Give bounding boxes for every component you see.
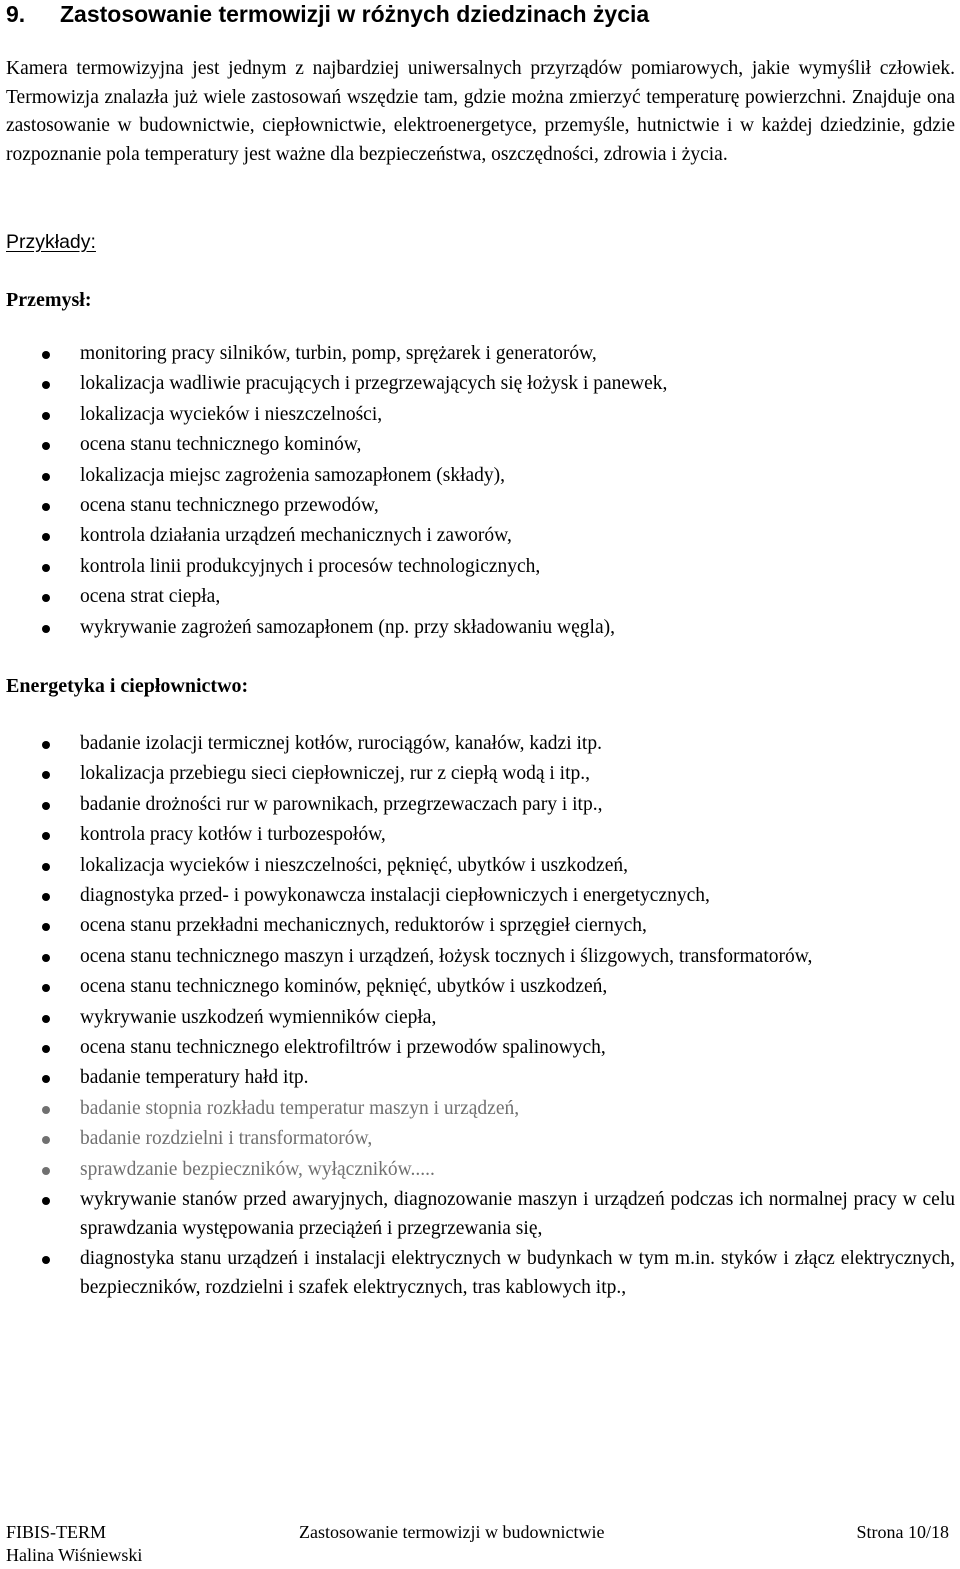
bullet-icon [42, 625, 50, 633]
footer-author: Halina Wiśniewski [6, 1545, 143, 1565]
list-item [0, 1033, 955, 1063]
examples-label: Przykłady: [6, 231, 96, 253]
list-item-text: ocena stanu technicznego kominów, [80, 434, 362, 456]
list-item-text: ocena stanu technicznego kominów, pęknięć, ubytków i uszkodzeń, [80, 976, 608, 998]
list-item-text: badanie rozdzielni i transformatorów, [80, 1128, 373, 1150]
list-item [0, 521, 955, 551]
bullet-icon [42, 863, 50, 871]
footer-org: FIBIS-TERM [6, 1522, 107, 1542]
section-title: Zastosowanie termowizji w różnych dziedzinach życia [60, 1, 650, 27]
list-item-text: sprawdzanie bezpieczników, wyłączników..... [80, 1158, 435, 1180]
list-item-text: monitoring pracy silników, turbin, pomp, sprężarek i generatorów, [80, 343, 597, 364]
footer-doc-title: Zastosowanie termowizji w budownictwie [299, 1522, 605, 1542]
list-item [0, 613, 955, 643]
bullet-icon [42, 1045, 50, 1053]
list-item-text: badanie stopnia rozkładu temperatur maszyn i urządzeń, [80, 1097, 520, 1119]
bullet-icon [42, 473, 50, 481]
section-heading [6, 0, 649, 28]
bullet-icon [42, 954, 50, 962]
bullet-icon [42, 984, 50, 992]
list-item [0, 1094, 955, 1124]
bullet-icon [42, 1015, 50, 1023]
bullet-icon [42, 442, 50, 450]
list-item [0, 942, 955, 972]
list-item [0, 911, 955, 941]
list-item [0, 759, 955, 789]
list-item [0, 1244, 955, 1303]
list-item-text: ocena stanu technicznego maszyn i urządzeń, łożysk tocznych i ślizgowych, transformatorów, [80, 945, 813, 967]
bullet-icon [42, 1106, 50, 1114]
list-item [0, 1185, 955, 1244]
list-item [0, 1155, 955, 1185]
list-item [0, 881, 955, 911]
list-item-text: ocena strat ciepła, [80, 586, 221, 608]
bullet-icon [42, 412, 50, 420]
list-item [0, 491, 955, 521]
list-item-text: ocena stanu technicznego elektrofiltrów i przewodów spalinowych, [80, 1037, 606, 1059]
bullet-icon [42, 832, 50, 840]
footer-page-number: Strona 10/18 [856, 1522, 949, 1542]
bullet-icon [42, 381, 50, 389]
bullet-icon [42, 1197, 50, 1205]
list-item-text: lokalizacja miejsc zagrożenia samozapłonem (składy), [80, 464, 506, 486]
list-item-text: lokalizacja wadliwie pracujących i przegrzewających się łożysk i panewek, [80, 373, 668, 395]
list-item [0, 552, 955, 582]
list-item-text: diagnostyka przed- i powykonawcza instalacji ciepłowniczych i energetycznych, [80, 885, 710, 907]
list-item [0, 430, 955, 460]
list-item-text: kontrola pracy kotłów i turbozespołów, [80, 824, 386, 846]
list-item [0, 461, 955, 491]
list-item-text: wykrywanie stanów przed awaryjnych, diagnozowanie maszyn i urządzeń podczas ich normalnej pracy w celu sprawdzania występowania przeciążeń i przegrzewania się, [80, 1188, 955, 1239]
bullet-icon [42, 1075, 50, 1083]
list-item-text: badanie drożności rur w parownikach, przegrzewaczach pary i itp., [80, 793, 603, 815]
list-item [0, 972, 955, 1002]
list-item-text: badanie izolacji termicznej kotłów, rurociągów, kanałów, kadzi itp. [80, 733, 602, 754]
list-item [0, 1003, 955, 1033]
bullet-icon [42, 503, 50, 511]
energy-list [0, 729, 955, 1303]
energy-heading: Energetyka i ciepłownictwo: [6, 675, 249, 697]
bullet-icon [42, 923, 50, 931]
bullet-icon [42, 741, 50, 749]
bullet-icon [42, 594, 50, 602]
bullet-icon [42, 1136, 50, 1144]
list-item [0, 582, 955, 612]
section-number: 9. [6, 1, 26, 27]
list-item-text: wykrywanie zagrożeń samozapłonem (np. przy składowaniu węgla), [80, 616, 615, 638]
list-item-text: badanie temperatury hałd itp. [80, 1067, 309, 1089]
bullet-icon [42, 564, 50, 572]
intro-paragraph: Kamera termowizyjna jest jednym z najbardziej uniwersalnych przyrządów pomiarowych, jakie wymyślił człowiek. Termowizja znalazła już wiele zastosowań wszędzie tam, gdzie można zmierzyć temperaturę powierzchni. Znajduje ona zastosowanie w budownictwie, ciepłownictwie, elektroenergetyce, przemyśle, hutnictwie i w każdej dziedzinie, gdzie rozpoznanie pola temperatury jest ważne dla bezpieczeństwa, oszczędności, zdrowia i życia. [6, 58, 955, 165]
list-item [0, 820, 955, 850]
footer-left [6, 1521, 142, 1567]
bullet-icon [42, 802, 50, 810]
list-item-text: diagnostyka stanu urządzeń i instalacji elektrycznych w budynkach w tym m.in. styków i złącz elektrycznych, bezpieczników, rozdzielni i szafek elektrycznych, tras kablowych itp., [80, 1248, 955, 1298]
list-item-text: lokalizacja wycieków i nieszczelności, pęknięć, ubytków i uszkodzeń, [80, 854, 628, 876]
bullet-icon [42, 1167, 50, 1175]
list-item [0, 369, 955, 399]
list-item [0, 729, 955, 759]
bullet-icon [42, 771, 50, 779]
list-item-text: kontrola linii produkcyjnych i procesów technologicznych, [80, 555, 541, 577]
page-footer [6, 1521, 955, 1569]
bullet-icon [42, 351, 50, 359]
list-item-text: lokalizacja przebiegu sieci ciepłowniczej, rur z ciepłą wodą i itp., [80, 763, 591, 785]
list-item [0, 339, 955, 369]
list-item-text: kontrola działania urządzeń mechanicznych i zaworów, [80, 525, 512, 547]
list-item-text: ocena stanu technicznego przewodów, [80, 495, 379, 517]
list-item-text: ocena stanu przekładni mechanicznych, reduktorów i sprzęgieł ciernych, [80, 915, 647, 937]
bullet-icon [42, 533, 50, 541]
list-item [0, 851, 955, 881]
bullet-icon [42, 1256, 50, 1264]
list-item [0, 790, 955, 820]
list-item-text: wykrywanie uszkodzeń wymienników ciepła, [80, 1006, 437, 1028]
list-item [0, 400, 955, 430]
industry-heading: Przemysł: [6, 289, 92, 311]
industry-list [0, 339, 955, 643]
bullet-icon [42, 893, 50, 901]
list-item [0, 1124, 955, 1154]
list-item-text: lokalizacja wycieków i nieszczelności, [80, 403, 383, 425]
list-item [0, 1063, 955, 1093]
